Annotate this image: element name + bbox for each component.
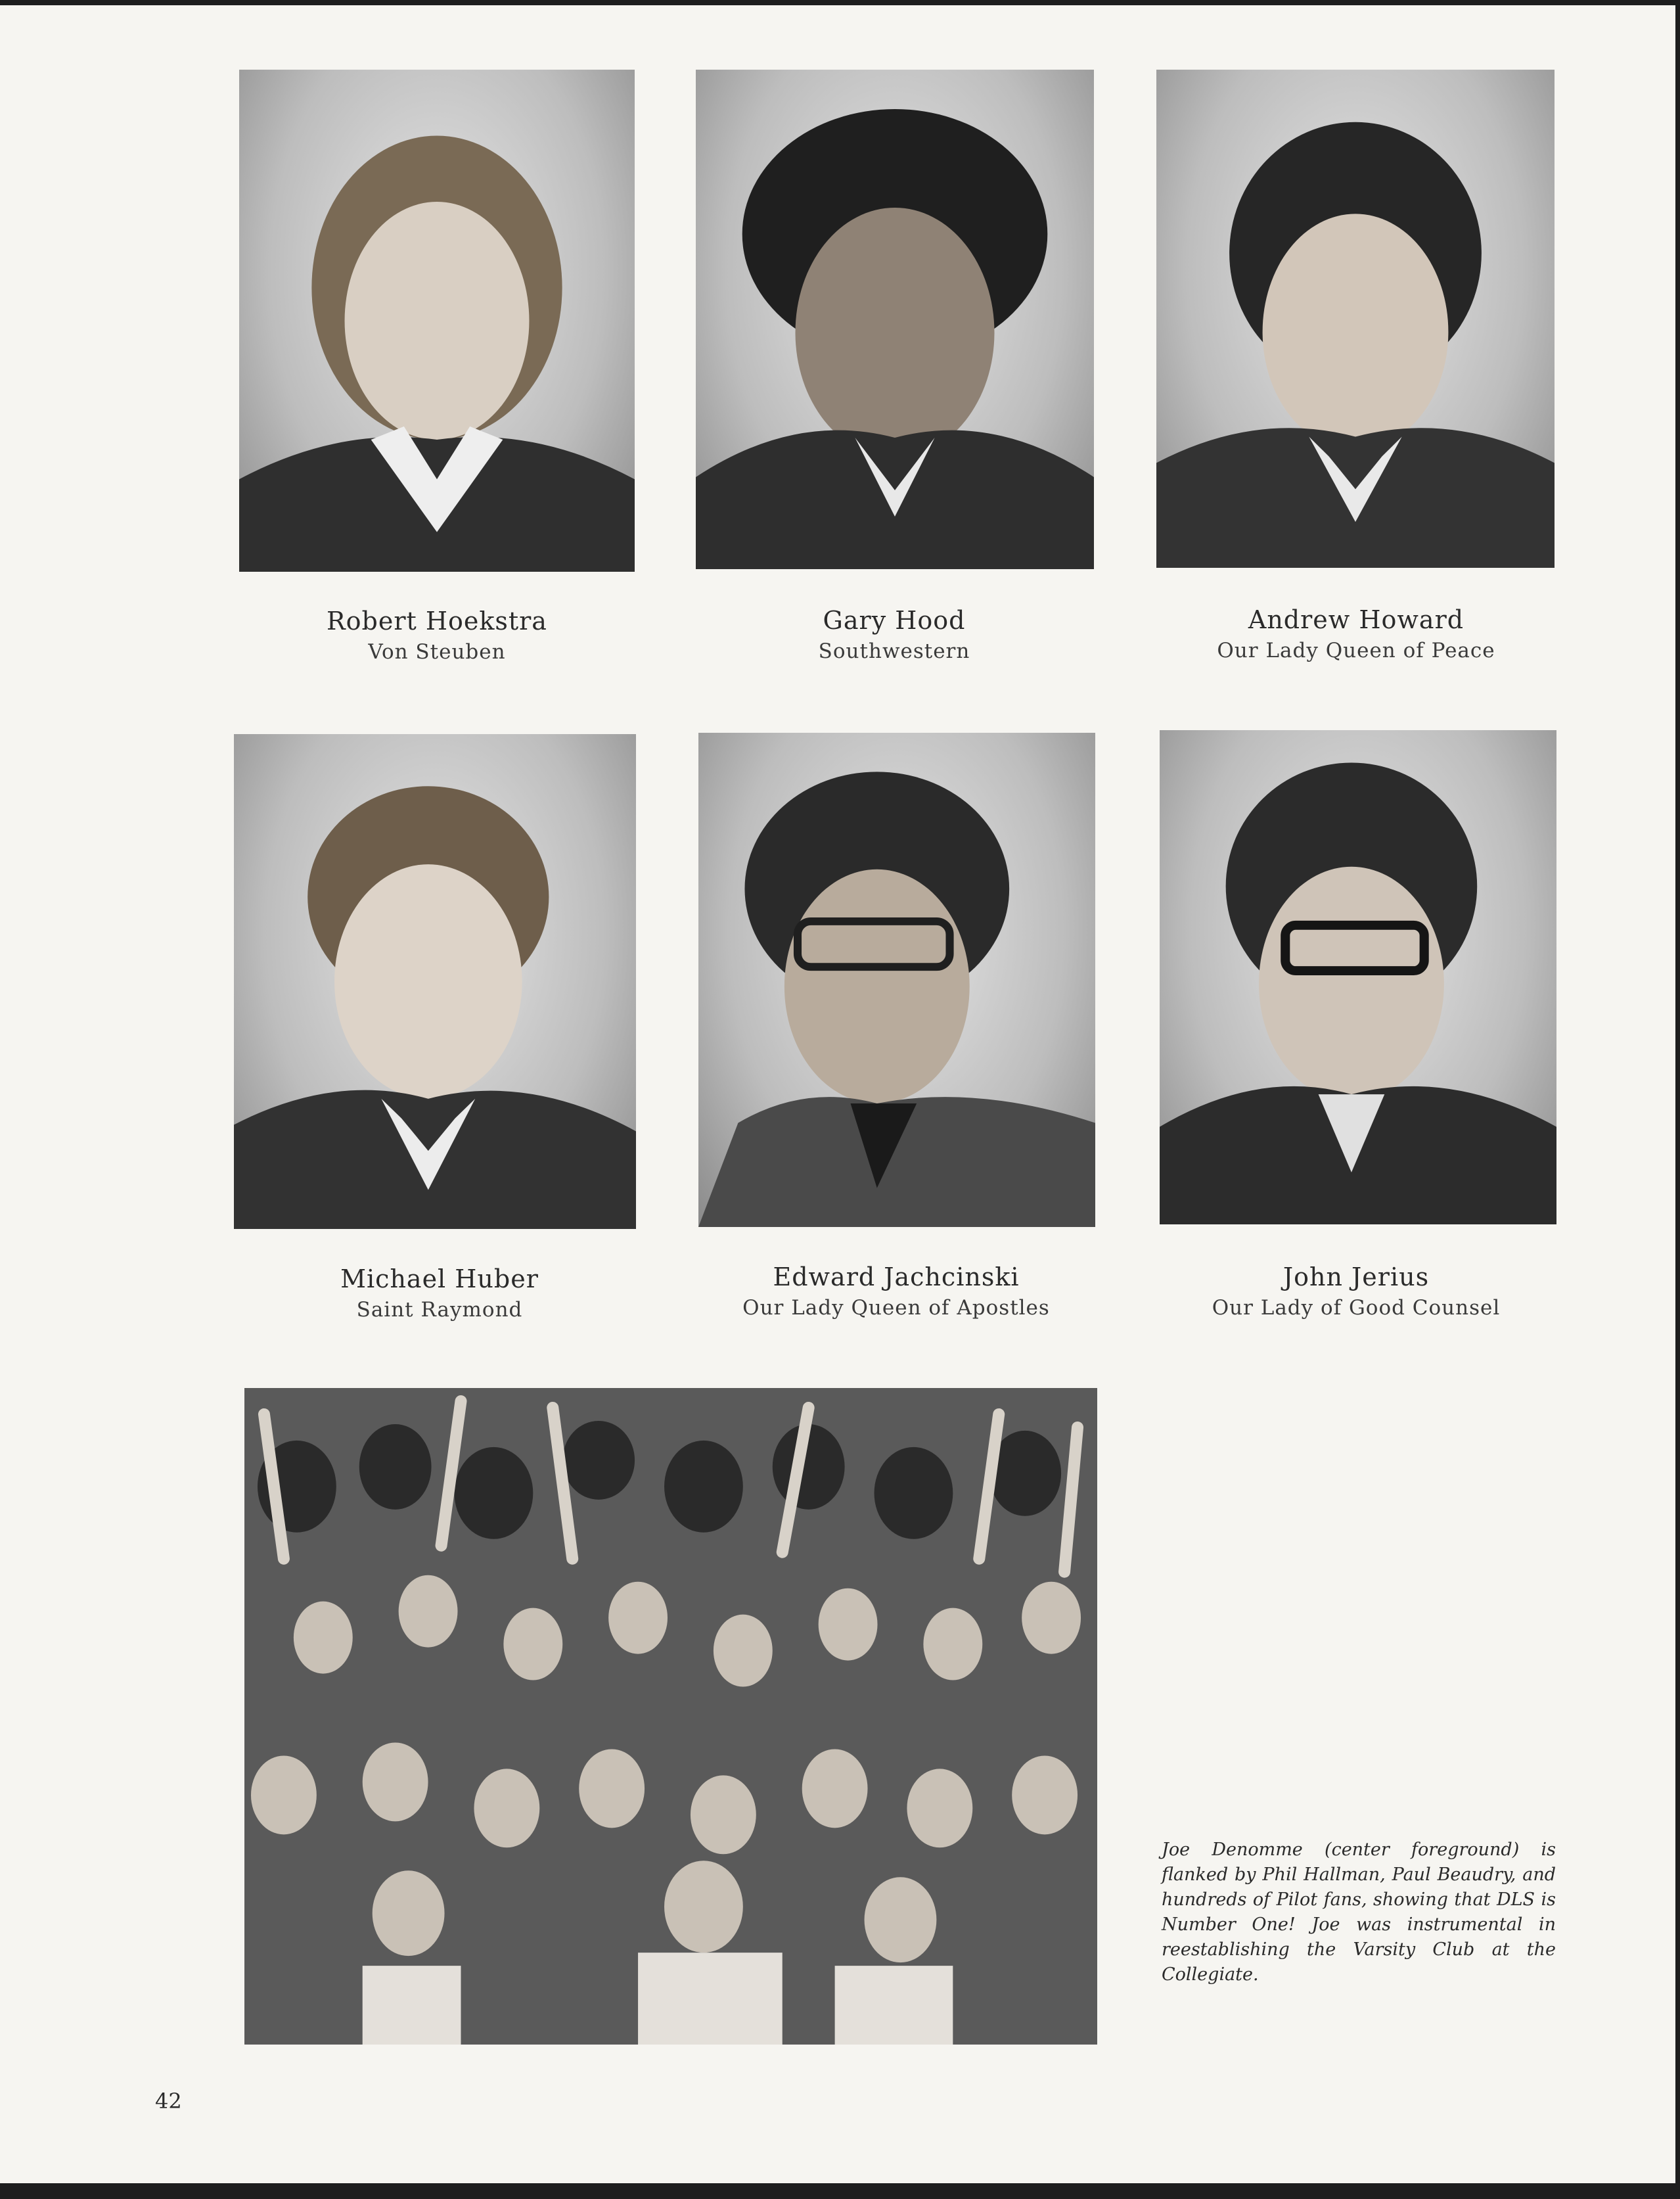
page-border-top xyxy=(0,0,1680,5)
student-name: Michael Huber xyxy=(340,1264,539,1293)
page-border-right xyxy=(1675,0,1680,2199)
portrait-caption-robert-hoekstra xyxy=(227,605,647,667)
portrait-photo-andrew-howard xyxy=(1156,70,1555,568)
crowd-photo-caption: Joe Denomme (center foreground) is flanked by Phil Hallman, Paul Beaudry, and hundreds of Pilot fans, showing that DLS is Number One! Joe was instrumental in reestablishing the Varsity Club at the Collegiate. xyxy=(1162,1840,1556,1985)
portrait-caption-michael-huber xyxy=(229,1263,650,1325)
student-name: Edward Jachcinski xyxy=(773,1262,1020,1291)
student-school: Von Steuben xyxy=(368,640,506,664)
portrait-caption-john-jerius xyxy=(1146,1261,1566,1323)
student-name: Gary Hood xyxy=(823,606,966,635)
portrait-caption-gary-hood xyxy=(684,605,1104,666)
portrait-caption-edward-jachcinski xyxy=(686,1261,1106,1323)
portrait-photo-michael-huber xyxy=(234,734,636,1229)
page-border-bottom xyxy=(0,2183,1680,2199)
student-school: Our Lady Queen of Peace xyxy=(1217,639,1495,662)
portrait-photo-gary-hood xyxy=(696,70,1094,569)
portrait-caption-andrew-howard xyxy=(1146,604,1566,666)
portrait-photo-john-jerius xyxy=(1160,730,1556,1224)
student-name: Andrew Howard xyxy=(1248,605,1464,634)
student-name: John Jerius xyxy=(1283,1262,1430,1291)
portrait-photo-edward-jachcinski xyxy=(698,733,1095,1227)
page-number: 42 xyxy=(155,2089,182,2114)
portrait-photo-robert-hoekstra xyxy=(239,70,635,572)
student-school: Our Lady of Good Counsel xyxy=(1212,1296,1501,1320)
student-school: Saint Raymond xyxy=(356,1298,523,1322)
student-school: Our Lady Queen of Apostles xyxy=(742,1296,1050,1320)
student-school: Southwestern xyxy=(818,639,970,663)
student-name: Robert Hoekstra xyxy=(327,607,547,636)
crowd-photo xyxy=(244,1388,1097,2045)
